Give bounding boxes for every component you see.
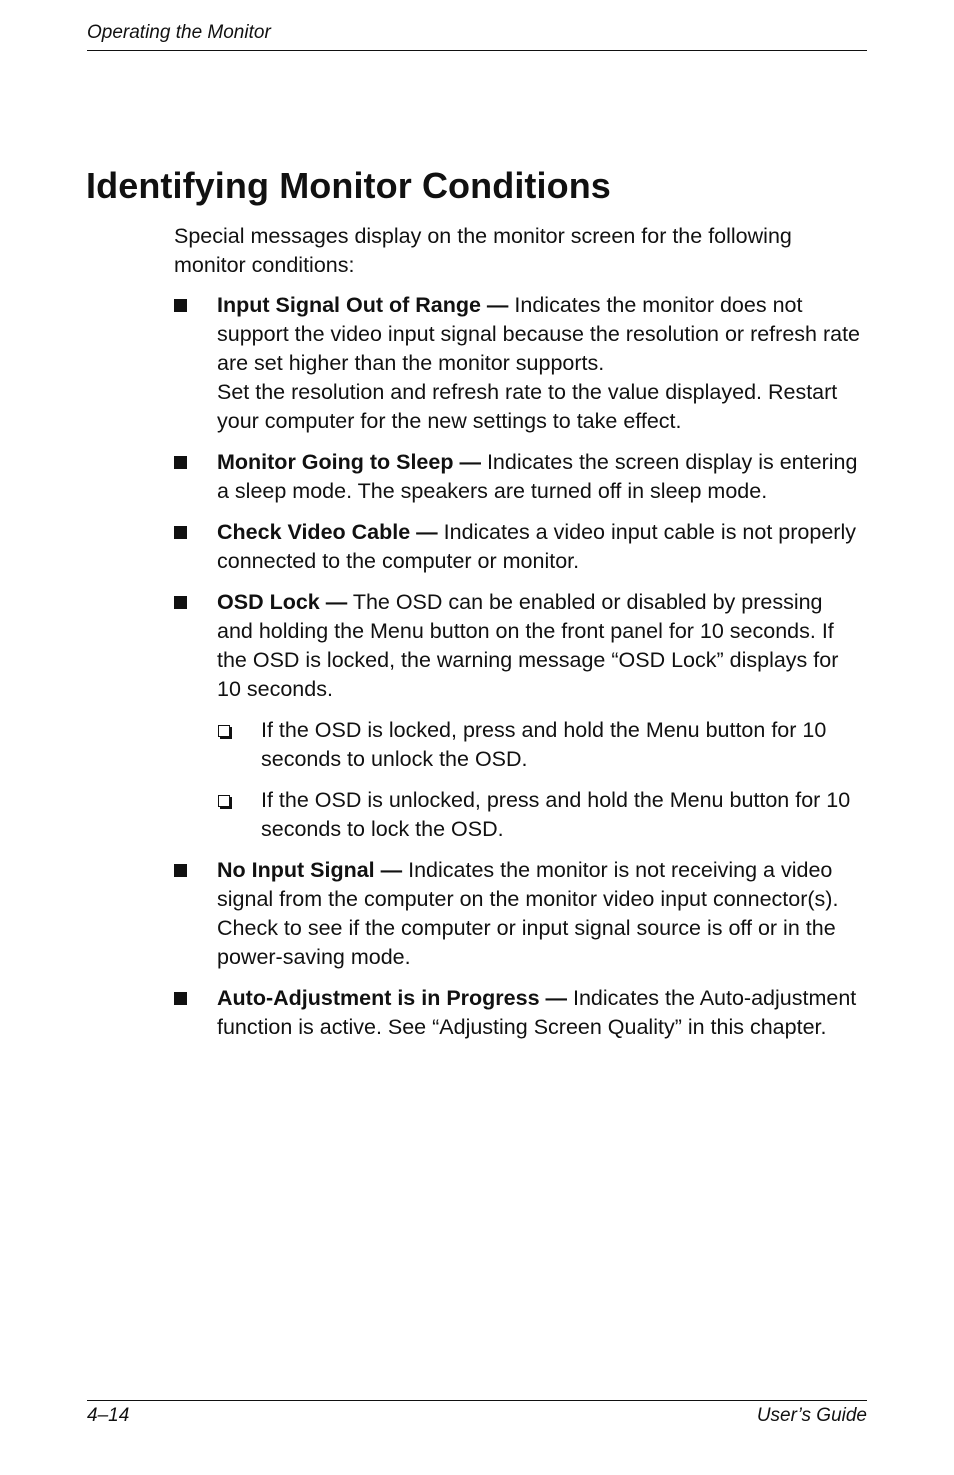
condition-item — [174, 518, 864, 576]
condition-item — [174, 448, 864, 506]
condition-description: The OSD can be enabled or disabled by pressing and holding the Menu button on the front panel for 10 seconds. If the OSD is locked, the warning message “OSD Lock” displays for 10 seconds. — [217, 590, 839, 701]
square-bullet-icon — [174, 864, 187, 877]
condition-term: Input Signal Out of Range — — [217, 293, 509, 317]
square-bullet-icon — [174, 596, 187, 609]
condition-item — [174, 984, 864, 1042]
square-bullet-icon — [174, 992, 187, 1005]
guide-title: User’s Guide — [756, 1405, 867, 1426]
sub-list — [217, 716, 864, 844]
page-number: 4–14 — [87, 1405, 130, 1426]
sub-item-text: If the OSD is locked, press and hold the Menu button for 10 seconds to unlock the OSD. — [261, 718, 827, 771]
condition-item — [174, 588, 864, 844]
checkbox-bullet-icon — [218, 725, 230, 737]
condition-item — [174, 291, 864, 436]
square-bullet-icon — [174, 299, 187, 312]
intro-paragraph: Special messages display on the monitor screen for the following monitor conditions: — [174, 224, 792, 277]
condition-description: Indicates the Auto-adjustment function is active. See “Adjusting Screen Quality” in this chapter. — [217, 986, 857, 1039]
sub-list-item — [217, 786, 864, 844]
condition-extra: Set the resolution and refresh rate to the value displayed. Restart your computer for the new settings to take effect. — [217, 380, 838, 433]
checkbox-bullet-icon — [218, 795, 230, 807]
footer-rule — [87, 1400, 867, 1401]
running-head: Operating the Monitor — [87, 22, 271, 43]
section-body — [174, 222, 864, 1054]
square-bullet-icon — [174, 456, 187, 469]
condition-item — [174, 856, 864, 972]
condition-description: Indicates a video input cable is not properly connected to the computer or monitor. — [217, 520, 856, 573]
square-bullet-icon — [174, 526, 187, 539]
sub-list-item — [217, 716, 864, 774]
header-rule — [87, 50, 867, 51]
condition-description: Indicates the monitor does not support the video input signal because the resolution or refresh rate are set higher than the monitor supports. — [217, 293, 861, 375]
condition-term: Check Video Cable — — [217, 520, 438, 544]
condition-term: OSD Lock — — [217, 590, 348, 614]
condition-term: No Input Signal — — [217, 858, 403, 882]
condition-description: Indicates the monitor is not receiving a video signal from the computer on the monitor video input connector(s). Check to see if the computer or input signal source is off or in the power-saving mode. — [217, 858, 839, 969]
condition-description: Indicates the screen display is entering a sleep mode. The speakers are turned off in sleep mode. — [217, 450, 858, 503]
sub-item-text: If the OSD is unlocked, press and hold the Menu button for 10 seconds to lock the OSD. — [261, 788, 851, 841]
condition-term: Monitor Going to Sleep — — [217, 450, 481, 474]
section-title: Identifying Monitor Conditions — [86, 165, 611, 206]
condition-term: Auto-Adjustment is in Progress — — [217, 986, 568, 1010]
